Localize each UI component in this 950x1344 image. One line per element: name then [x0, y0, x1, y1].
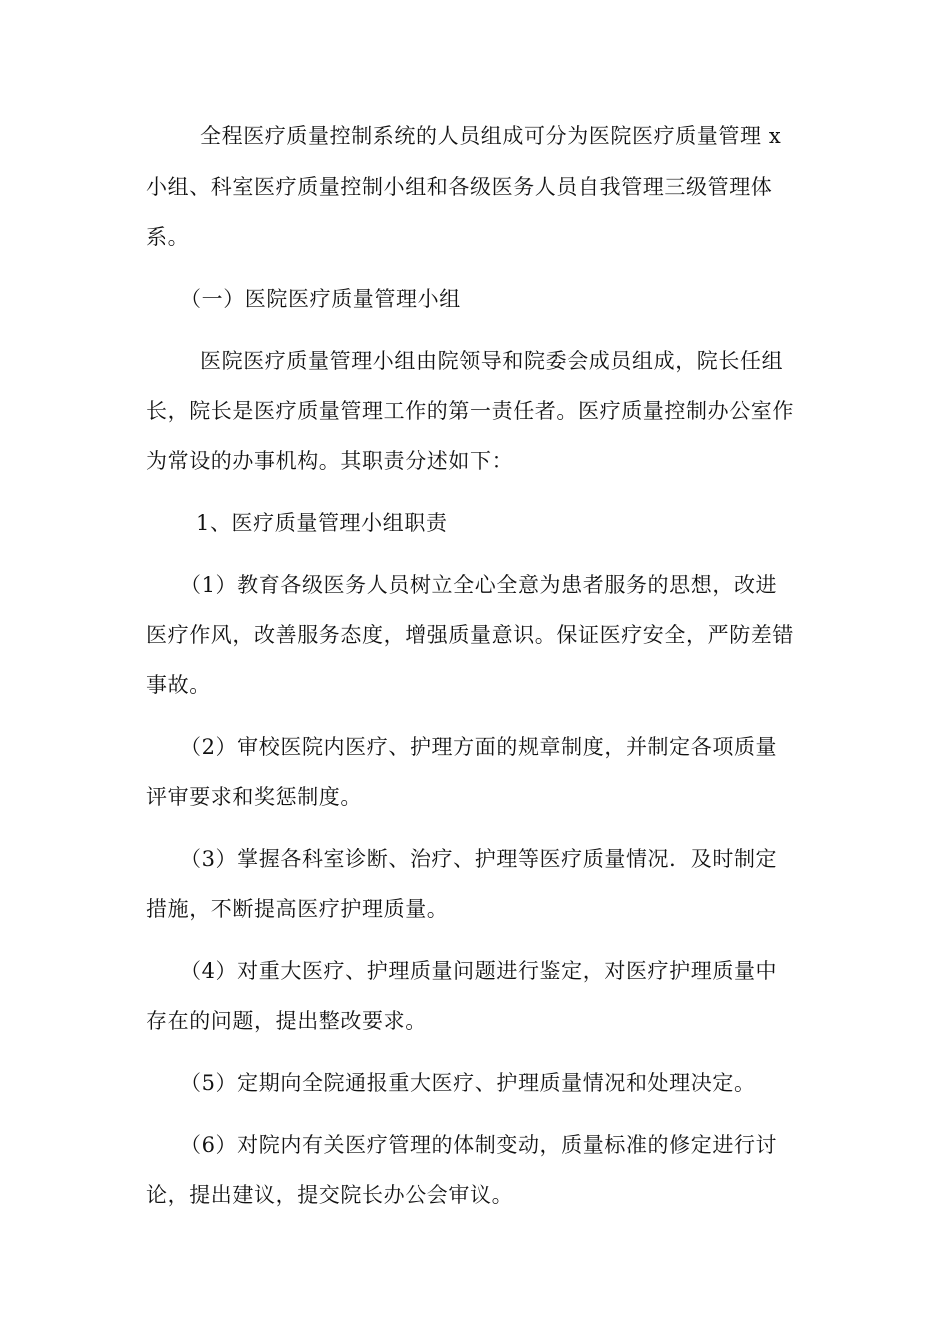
duty-6-line-1: （6）对院内有关医疗管理的体制变动，质量标准的修定进行讨: [180, 1133, 778, 1157]
section-intro-line-3: 为常设的办事机构。其职责分述如下：: [146, 449, 514, 473]
intro-line-1: 全程医疗质量控制系统的人员组成可分为医院医疗质量管理 x: [200, 124, 782, 148]
duty-5-line-1: （5）定期向全院通报重大医疗、护理质量情况和处理决定。: [180, 1071, 756, 1095]
duty-6-line-2: 论，提出建议，提交院长办公会审议。: [146, 1183, 514, 1207]
duty-2-line-1: （2）审校医院内医疗、护理方面的规章制度，并制定各项质量: [180, 735, 778, 759]
duty-4-line-1: （4）对重大医疗、护理质量问题进行鉴定，对医疗护理质量中: [180, 959, 778, 983]
duty-1-line-3: 事故。: [146, 673, 211, 697]
duty-4-line-2: 存在的问题，提出整改要求。: [146, 1009, 427, 1033]
intro-line-3: 系。: [146, 225, 190, 249]
section-intro-line-1: 医院医疗质量管理小组由院领导和院委会成员组成，院长任组: [200, 349, 784, 373]
duty-1-line-2: 医疗作风，改善服务态度，增强质量意识。保证医疗安全，严防差错: [146, 623, 794, 647]
duty-3-line-1: （3）掌握各科室诊断、治疗、护理等医疗质量情况．及时制定: [180, 847, 778, 871]
sub-heading: 1、医疗质量管理小组职责: [196, 511, 448, 535]
intro-line-2: 小组、科室医疗质量控制小组和各级医务人员自我管理三级管理体: [146, 175, 773, 199]
section-heading: （一）医院医疗质量管理小组: [180, 287, 461, 311]
duty-3-line-2: 措施，不断提高医疗护理质量。: [146, 897, 449, 921]
duty-2-line-2: 评审要求和奖惩制度。: [146, 785, 362, 809]
section-intro-line-2: 长，院长是医疗质量管理工作的第一责任者。医疗质量控制办公室作: [146, 399, 794, 423]
duty-1-line-1: （1）教育各级医务人员树立全心全意为患者服务的思想，改进: [180, 573, 778, 597]
